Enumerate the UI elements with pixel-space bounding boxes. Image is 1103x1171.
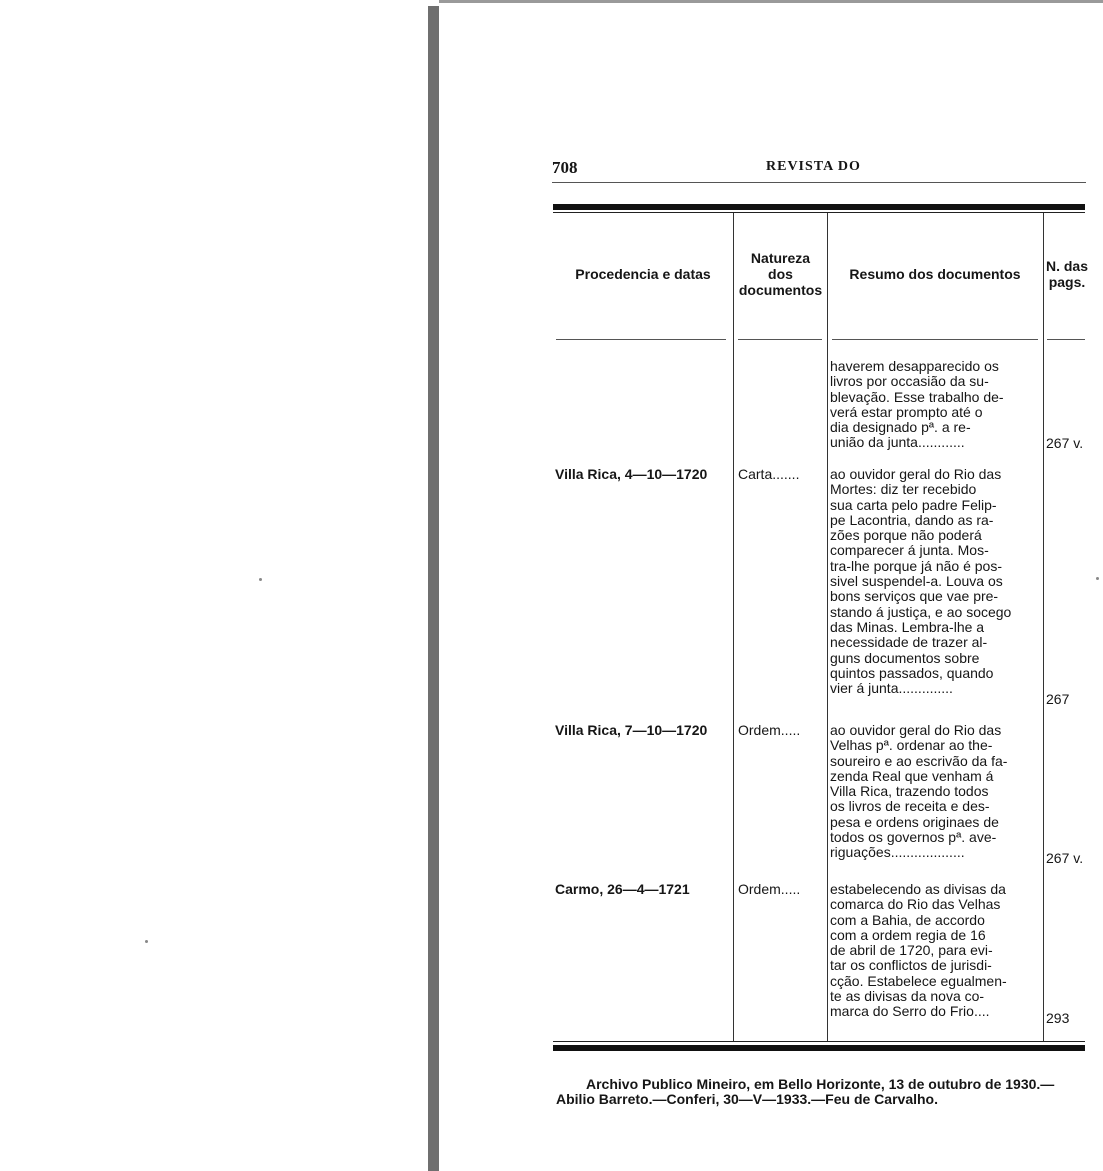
row-pages: 267 v. [1046,435,1084,451]
table-top-rule [553,204,1085,210]
page-number: 708 [552,158,578,177]
archive-footer: Archivo Publico Mineiro, em Bello Horizonte, 13 de outubro de 1930.— Abilio Barreto.—Conferi, 30—V—1933.—Feu de Carvalho. [556,1076,1055,1107]
scan-speck [259,578,262,581]
row-summary: ao ouvidor geral do Rio das Mortes: diz ter recebido sua carta pelo padre Felip- pe Lacontria, dando as ra- zões porque não poderá comparecer á junta. Mos- tra-lhe porque já não é pos- sivel suspendel-a. Louva os bons serviços que vae pre- stando á justiça, e ao socego das Minas. Lembra-lhe a necessidade de trazer al- guns documentos sobre quintos passados, quando vier á junta.............. [830,466,1012,697]
row-pages: 293 [1046,1010,1070,1026]
row-pages: 267 v. [1046,850,1084,866]
scan-speck [1096,577,1099,580]
row-origin: Villa Rica, 4—10—1720 [555,466,708,482]
row-nature: Carta....... [738,466,800,482]
page-header [552,158,1086,182]
row-nature: Ordem..... [738,881,801,897]
table-bottom-rule-thin [553,1041,1085,1042]
header-separator [832,339,1038,340]
table-top-rule-thin [553,212,1085,213]
header-separator [556,339,726,340]
header-separator [738,339,822,340]
column-header-summary: Resumo dos documentos [849,266,1021,282]
row-origin: Carmo, 26—4—1721 [555,881,690,897]
column-header-pages: N. das pags. [1045,258,1088,290]
row-summary: estabelecendo as divisas da comarca do Rio das Velhas com a Bahia, de accordo com a ordem regia de 16 de abril de 1720, para evi- tar os conflictos de jurisdi- cção. Estabelece egualmen- te as divisas da nova co- marca do Serro do Frio.... [830,881,1007,1020]
header-separator [1047,339,1085,340]
column-divider [827,213,828,1041]
row-summary: haverem desapparecido os livros por occasião da su- blevação. Esse trabalho de- verá estar prompto até o dia designado pª. a re- união da junta............ [830,358,1004,451]
running-title: REVISTA DO [766,159,861,174]
row-summary: ao ouvidor geral do Rio das Velhas pª. ordenar ao the- soureiro e ao escrivão da fa- zenda Real que venham á Villa Rica, trazendo todos os livros de receita e des- pesa e ordens originaes de todos os governos pª. ave- riguações................... [830,722,1008,861]
row-pages: 267 [1046,691,1070,707]
column-divider [733,213,734,1041]
row-origin: Villa Rica, 7—10—1720 [555,722,708,738]
scan-top-edge [439,0,1103,3]
header-rule [552,182,1086,183]
table-bottom-rule [553,1045,1085,1051]
row-nature: Ordem..... [738,722,801,738]
scan-speck [145,940,148,943]
column-header-nature: Natureza dos documentos [738,250,823,298]
scan-spine-shadow [428,6,439,1171]
column-header-origin: Procedencia e datas [575,266,711,282]
